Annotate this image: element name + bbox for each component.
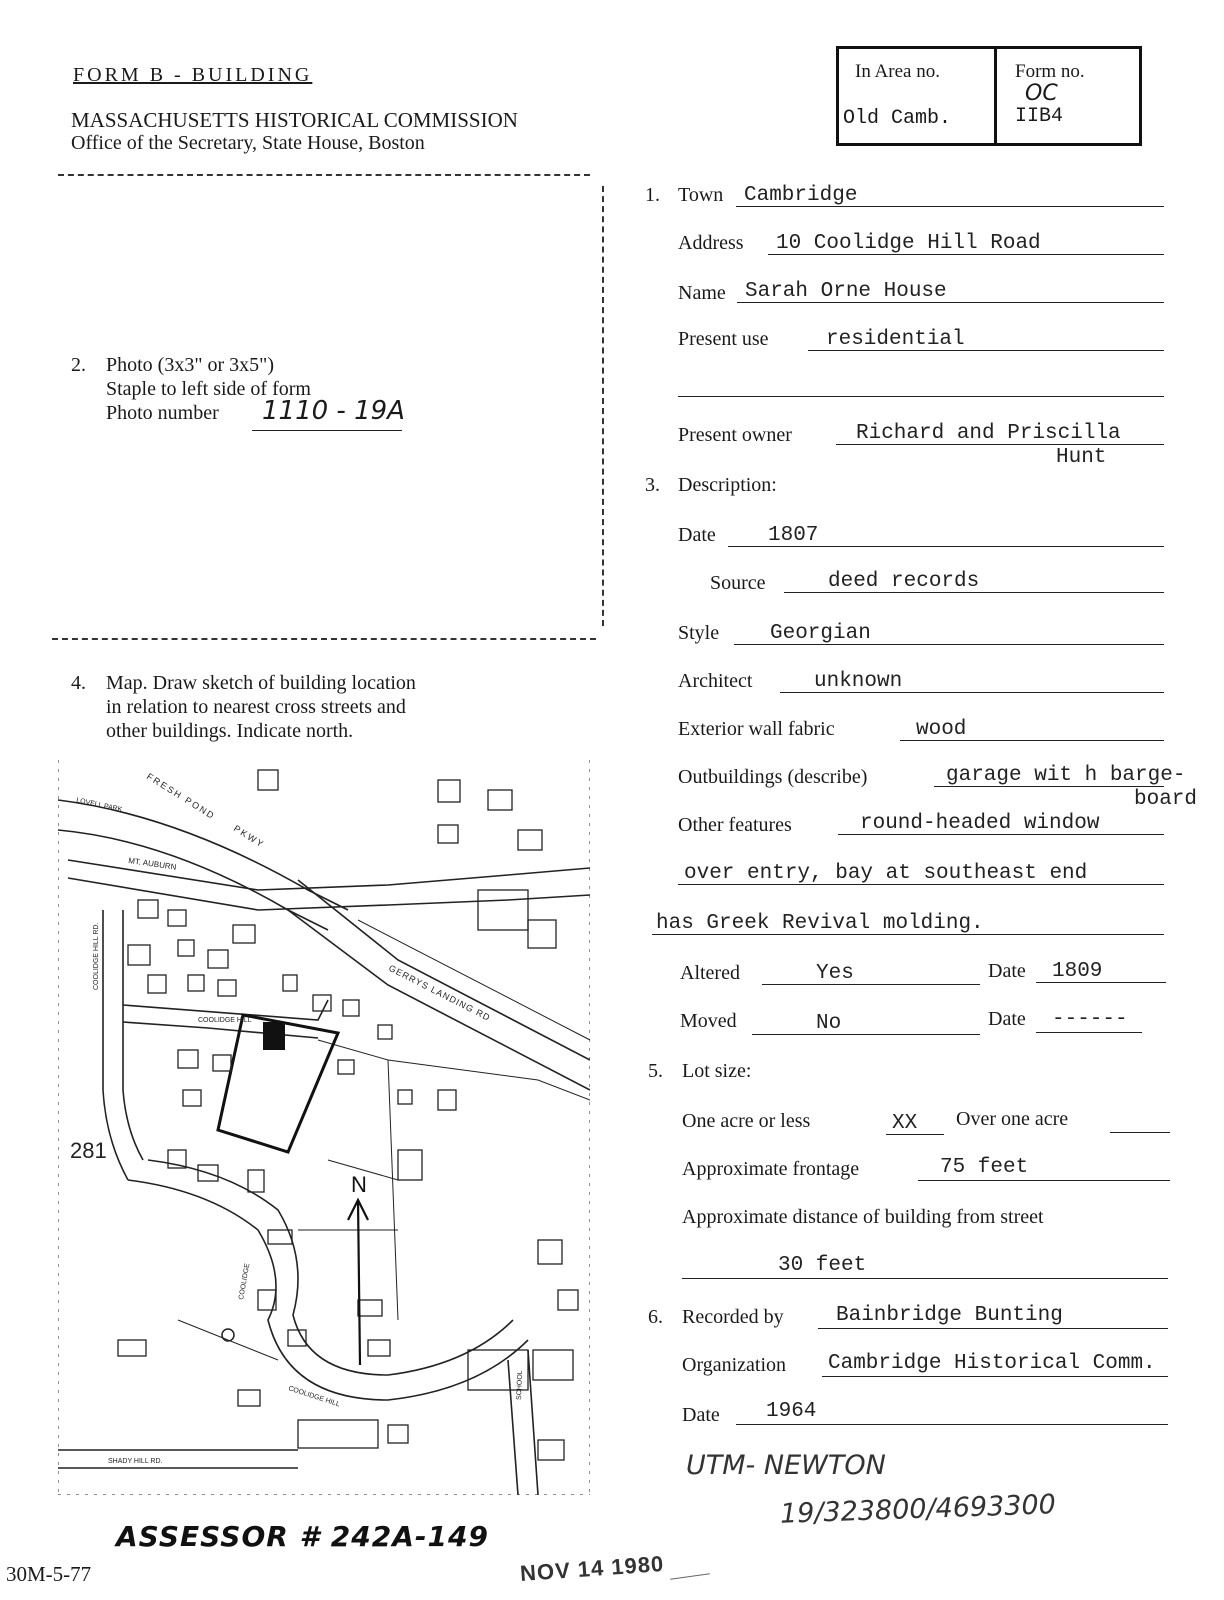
present-owner-value-2: Hunt (1056, 446, 1107, 469)
outbuildings-label: Outbuildings (describe) (678, 766, 868, 788)
recorded-by-value: Bainbridge Bunting (836, 1304, 1063, 1327)
section3-number: 3. (645, 474, 660, 496)
map-road-fresh-pond-1 (58, 800, 348, 910)
header-id-box (836, 46, 1142, 146)
map-road-gerrys-2 (288, 910, 590, 1090)
map-label-gerrys-landing: GERRYS LANDING RD (387, 962, 493, 1024)
form-number-label: Form no. (1015, 61, 1085, 82)
map-road-coolidge-lower-2 (148, 1160, 513, 1375)
present-use-label: Present use (678, 328, 769, 350)
section1-number: 1. (645, 184, 660, 206)
wall-fabric-label: Exterior wall fabric (678, 718, 835, 740)
map-label-fresh-pond: FRESH POND (144, 771, 218, 822)
photo-area-bottom-border (52, 638, 596, 640)
recorded-date-value: 1964 (766, 1400, 817, 1423)
address-value: 10 Coolidge Hill Road (776, 232, 1041, 255)
recorded-by-label: Recorded by (682, 1306, 784, 1328)
present-owner-value: Richard and Priscilla (856, 422, 1121, 445)
over-one-acre-label: Over one acre (956, 1108, 1069, 1130)
location-map (58, 760, 590, 1495)
map-road-coolidge-hill-left-2 (123, 910, 143, 1160)
style-value: Georgian (770, 622, 871, 645)
map-label-lovell-park: LOVELL PARK (75, 797, 123, 814)
moved-date-label: Date (988, 1008, 1026, 1030)
altered-label: Altered (680, 962, 740, 984)
frontage-value: 75 feet (940, 1156, 1029, 1179)
distance-value: 30 feet (778, 1254, 867, 1277)
map-subject-building (263, 1022, 285, 1050)
source-value: deed records (828, 570, 980, 593)
address-label: Address (678, 232, 744, 254)
stamp-mark (670, 1573, 710, 1580)
photo-instruction-1: Photo (3x3" or 3x5") (106, 354, 274, 376)
architect-label: Architect (678, 670, 753, 692)
other-features-value-2: over entry, bay at southeast end (684, 862, 1088, 885)
form-number-value: IIB4 (1015, 105, 1064, 128)
other-features-value-1: round-headed window (860, 812, 1100, 835)
one-acre-value: XX (892, 1112, 918, 1135)
assessor-number: ASSESSOR # 242A-149 (116, 1520, 489, 1553)
map-label-mt-auburn: MT. AUBURN (127, 856, 177, 872)
photo-number-label: Photo number (106, 402, 219, 424)
map-label-school: SCHOOL (516, 1370, 525, 1401)
one-acre-label: One acre or less (682, 1110, 811, 1132)
utm-line-1: UTM- NEWTON (686, 1450, 886, 1481)
moved-date-value: ------ (1052, 1008, 1128, 1031)
altered-date-label: Date (988, 960, 1026, 982)
outbuildings-value: garage wit h barge- (946, 764, 1186, 787)
outbuildings-value-2: board (1134, 788, 1198, 811)
architect-value: unknown (814, 670, 903, 693)
photo-area-right-border (602, 186, 604, 626)
other-features-label: Other features (678, 814, 792, 836)
received-date-stamp: NOV 14 1980 (519, 1550, 665, 1587)
moved-value: No (816, 1012, 842, 1035)
map-north-arrow-shaft (358, 1200, 360, 1365)
description-title: Description: (678, 474, 777, 496)
name-value: Sarah Orne House (745, 280, 947, 303)
present-use-extra-line (678, 396, 1164, 397)
date-built-label: Date (678, 524, 716, 546)
moved-label: Moved (680, 1010, 737, 1032)
form-code: 30M-5-77 (6, 1562, 92, 1586)
source-label: Source (710, 572, 766, 594)
other-features-value-3: has Greek Revival molding. (656, 912, 984, 935)
header-box-divider (994, 49, 997, 143)
map-road-coolidge-hill-left-1 (103, 910, 128, 1180)
present-owner-label: Present owner (678, 424, 792, 446)
photo-area-top-border (58, 174, 590, 176)
organization-value: Cambridge Historical Comm. (828, 1352, 1156, 1375)
date-built-value: 1807 (768, 524, 819, 547)
town-value: Cambridge (744, 184, 858, 207)
over-one-acre-line (1110, 1132, 1170, 1133)
section6-number: 6. (648, 1306, 663, 1328)
photo-instruction-2: Staple to left side of form (106, 378, 311, 400)
organization-label: Organization (682, 1354, 787, 1376)
commission-name: MASSACHUSETTS HISTORICAL COMMISSION (71, 108, 518, 132)
map-label-coolidge: COOLIDGE (238, 1262, 252, 1301)
area-label: In Area no. (855, 61, 940, 82)
map-north-label: N (351, 1172, 367, 1197)
map-road-gerrys-rail (358, 920, 590, 1040)
lot-size-title: Lot size: (682, 1060, 752, 1082)
frontage-label: Approximate frontage (682, 1158, 860, 1180)
photo-number-underline (252, 430, 402, 431)
map-section-number: 4. (71, 672, 86, 694)
distance-label: Approximate distance of building from street (682, 1206, 1044, 1228)
recorded-date-label: Date (682, 1404, 720, 1426)
wall-fabric-value: wood (916, 718, 967, 741)
form-title: FORM B - BUILDING (73, 64, 313, 86)
name-label: Name (678, 282, 726, 304)
map-label-shady-hill: SHADY HILL RD. (108, 1458, 163, 1465)
altered-value: Yes (816, 962, 854, 985)
photo-section-number: 2. (71, 354, 86, 376)
form-number-handwritten: OC (1025, 81, 1058, 106)
map-label-coolidge-hill-rd: COOLIDGE HILL RD. (93, 922, 100, 990)
map-instruction-2: in relation to nearest cross streets and (106, 696, 406, 718)
map-label-pkwy: PKWY (231, 823, 267, 850)
area-value: Old Camb. (843, 107, 952, 130)
photo-number-value: 1110 - 19A (262, 396, 405, 426)
map-instruction-1: Map. Draw sketch of building location (106, 672, 416, 694)
map-label-coolidge-hill: COOLIDGE HILL (198, 1017, 252, 1024)
section5-number: 5. (648, 1060, 663, 1082)
commission-office: Office of the Secretary, State House, Boston (71, 132, 425, 154)
town-label: Town (678, 184, 724, 206)
present-use-value: residential (826, 328, 965, 351)
map-label-coolidge-hill-lower: COOLIDGE HILL (287, 1385, 341, 1409)
map-plate-number: 281 (70, 1138, 107, 1163)
altered-date-value: 1809 (1052, 960, 1103, 983)
map-instruction-3: other buildings. Indicate north. (106, 720, 354, 742)
style-label: Style (678, 622, 720, 644)
utm-line-2: 19/323800/4693300 (779, 1489, 1057, 1530)
